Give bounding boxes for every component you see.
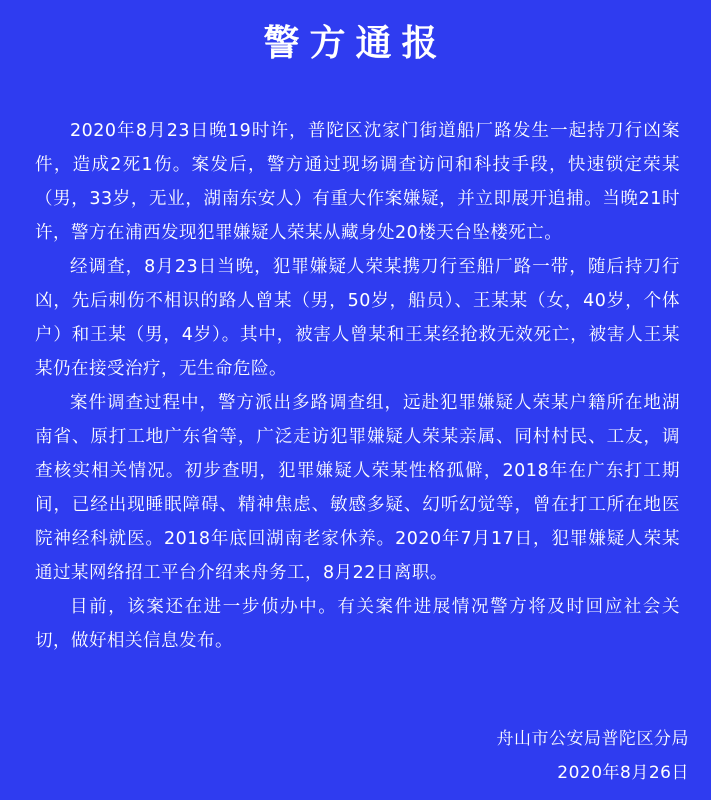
notice-paragraph-1: 2020年8月23日晚19时许，普陀区沈家门街道船厂路发生一起持刀行凶案件，造成2死1伤。案发后，警方通过现场调查访问和科技手段，快速锁定荣某（男，33岁，无业，湖南东安人）有重大作案嫌疑，并立即展开追捕。当晚21时许，警方在浦西发现犯罪嫌疑人荣某从藏身处20楼天台坠楼死亡。 [35,121,680,243]
notice-title: 警方通报 [263,23,448,64]
notice-paragraph-2: 经调查，8月23日当晚，犯罪嫌疑人荣某携刀行至船厂路一带，随后持刀行凶，先后刺伤不相识的路人曾某（男，50岁，船员）、王某某（女，40岁，个体户）和王某（男，4岁）。其中，被害人曾某和王某经抢救无效死亡，被害人王某某仍在接受治疗，无生命危险。 [35,257,680,379]
notice-signature [497,722,690,790]
notice-paragraph-4: 目前，该案还在进一步侦办中。有关案件进展情况警方将及时回应社会关切，做好相关信息发布。 [35,597,680,651]
notice-paragraph-3: 案件调查过程中，警方派出多路调查组，远赴犯罪嫌疑人荣某户籍所在地湖南省、原打工地广东省等，广泛走访犯罪嫌疑人荣某亲属、同村村民、工友，调查核实相关情况。初步查明，犯罪嫌疑人荣某性格孤僻，2018年在广东打工期间，已经出现睡眠障碍、精神焦虑、敏感多疑、幻听幻觉等，曾在打工所在地医院神经科就医。2018年底回湖南老家休养。2020年7月17日，犯罪嫌疑人荣某通过某网络招工平台介绍来舟务工，8月22日离职。 [35,393,680,583]
issue-date: 2020年8月26日 [557,763,689,783]
issuer-name: 舟山市公安局普陀区分局 [496,729,689,749]
notice-body [35,114,680,658]
